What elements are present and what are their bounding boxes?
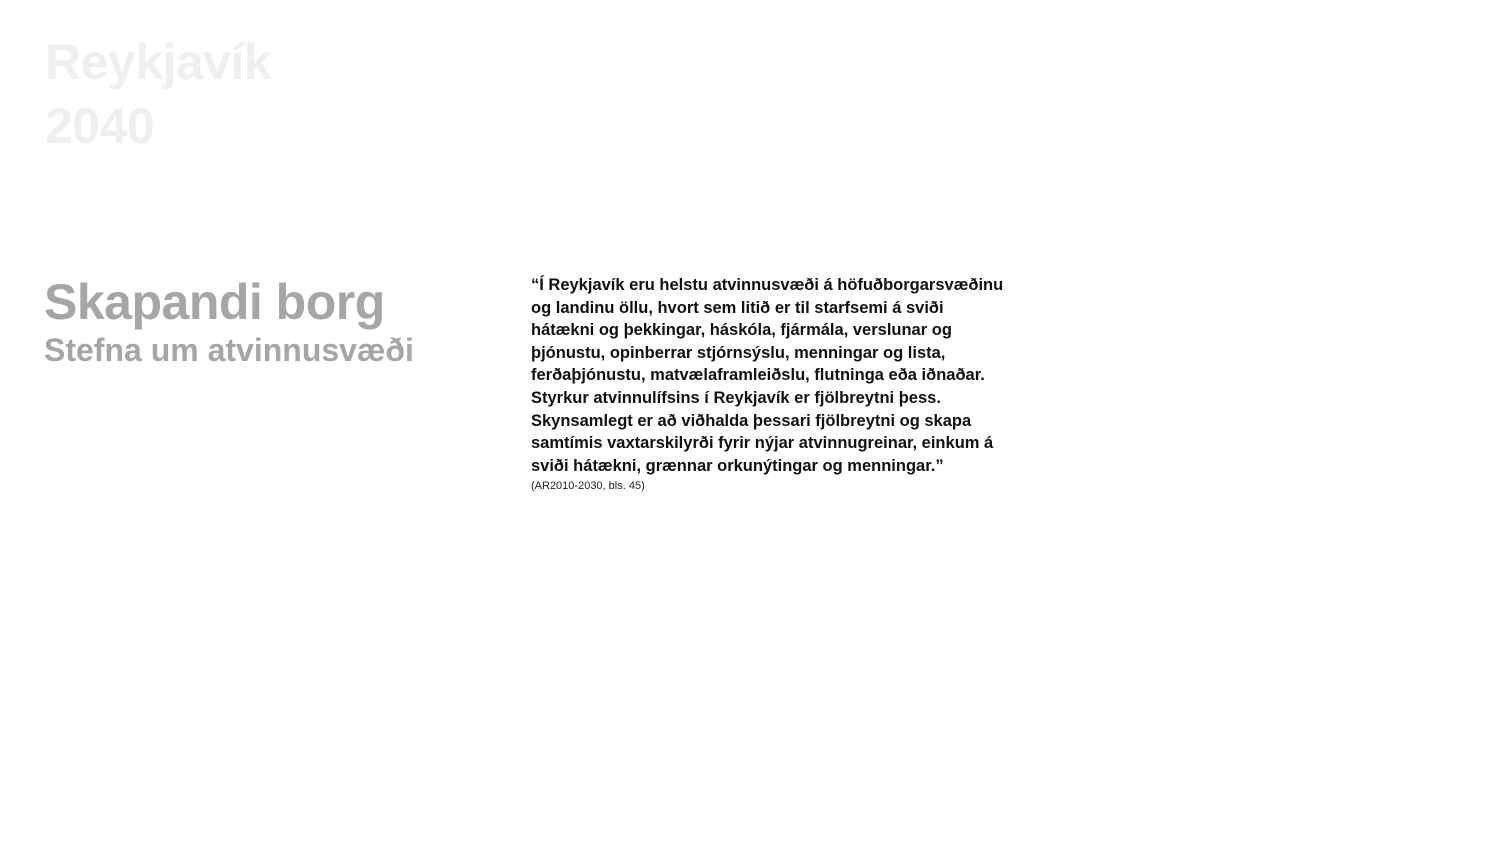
quote-citation: (AR2010-2030, bls. 45) — [531, 480, 645, 493]
quote-line: þjónustu, opinberrar stjórnsýslu, menningar og lista, — [531, 343, 946, 362]
quote-line: ferðaþjónustu, matvælaframleiðslu, flutninga eða iðnaðar. — [531, 366, 985, 385]
quote-block — [531, 274, 1011, 494]
quote-line: Skynsamlegt er að viðhalda þessari fjölbreytni og skapa — [531, 411, 972, 430]
quote-line: samtímis vaxtarskilyrði fyrir nýjar atvinnugreinar, einkum á — [531, 434, 994, 453]
page-title: Skapandi borg — [44, 274, 385, 330]
brand-line-1: Reykjavík — [45, 34, 272, 90]
page-subtitle: Stefna um atvinnusvæði — [44, 332, 414, 368]
heading-block — [44, 272, 414, 370]
brand-title — [45, 30, 271, 158]
quote-line: sviði hátækni, grænnar orkunýtingar og menningar.” — [531, 456, 944, 475]
quote-line: hátækni og þekkingar, háskóla, fjármála, verslunar og — [531, 321, 952, 340]
quote-line: og landinu öllu, hvort sem litið er til starfsemi á sviði — [531, 298, 944, 317]
brand-line-2: 2040 — [45, 98, 155, 154]
quote-line: “Í Reykjavík eru helstu atvinnusvæði á höfuðborgarsvæðinu — [531, 276, 1004, 294]
quote-line: Styrkur atvinnulífsins í Reykjavík er fjölbreytni þess. — [531, 388, 941, 407]
